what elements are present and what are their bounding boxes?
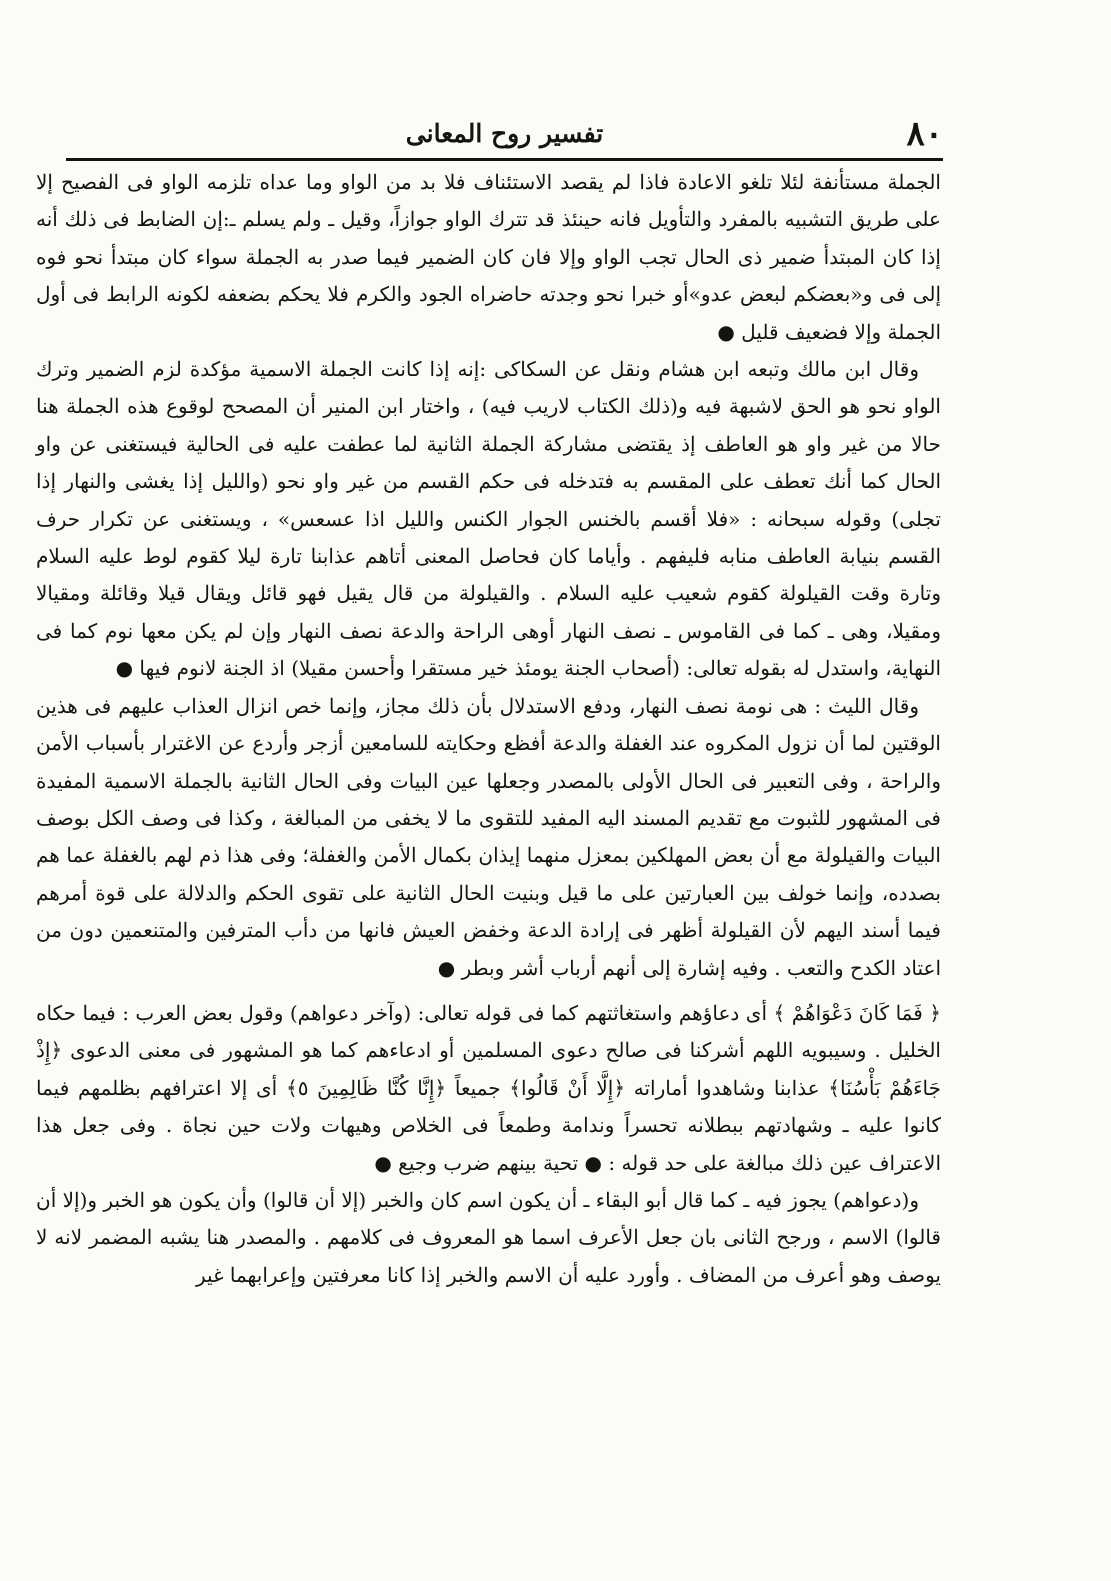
paragraph: وقال الليث : هى نومة نصف النهار، ودفع الاستدلال بأن ذلك مجاز، وإنما خص انزال العذاب عليهم فى هذين الوقتين لما أن نزول المكروه عند الغفلة والدعة أفظع وحكايته للسامعين أزجر وأردع عن الاغترار بأسباب الأمن والراحة ، وفى التعبير فى الحال الأولى بالمصدر وجعلها عين البيات وفى الحال الثانية بالجملة الاسمية المفيدة فى المشهور للثبوت مع تقديم المسند اليه المفيد للتقوى ما لا يخفى من المبالغة ، وكذا فى وصف الكل بوصف البيات والقيلولة مع أن بعض المهلكين بمعزل منهما إيذان بكمال الأمن والغفلة؛ وفى هذا ذم لهم بالغفلة عما هم بصدده، وإنما خولف بين العبارتين على ما قيل وبنيت الحال الثانية على تقوى الحكم والدلالة على قوة أمرهم فيما أسند اليهم لأن القيلولة أظهر فى إرادة الدعة وخفض العيش فانها من دأب المترفين والمتنعمين دون من اعتاد الكدح والتعب . وفيه إشارة إلى أنهم أرباب أشر وبطر ●	[36, 693, 941, 980]
page-header	[66, 112, 943, 160]
paragraph: وقال ابن مالك وتبعه ابن هشام ونقل عن السكاكى :إنه إذا كانت الجملة الاسمية مؤكدة لزم الضمير وترك الواو نحو هو الحق لاشبهة فيه و(ذلك الكتاب لاريب فيه) ، واختار ابن المنير أن المصحح لوقوع هذه الجملة هنا حالا من غير واو هو العاطف إذ يقتضى مشاركة الجملة الثانية لما عطفت عليه فى الحالية فيستغنى عن واو الحال كما أنك تعطف على المقسم به فتدخله فى حكم القسم من غير واو نحو (والليل إذا يغشى والنهار إذا تجلى) وقوله سبحانه : «فلا أقسم بالخنس الجوار الكنس والليل اذا عسعس» ، ويستغنى عن تكرار حرف القسم بنيابة العاطف منابه فليفهم . وأياما كان فحاصل المعنى أتاهم عذابنا تارة ليلا كقوم لوط عليه السلام وتارة وقت القيلولة كقوم شعيب عليه السلام . والقيلولة من قال يقيل فهو قائل ويقال قيلا وقائلة ومقيالا ومقيلا، وهى ـ كما فى القاموس ـ نصف النهار أوهى الراحة والدعة نصف النهار وإن لم يكن معها نوم كما فى النهاية، واستدل له بقوله تعالى: (أصحاب الجنة يومئذ خير مستقرا وأحسن مقيلا) اذ الجنة لانوم فيها ●	[36, 357, 942, 681]
commentary-text	[36, 164, 941, 1294]
running-title: تفسير روح المعانى	[405, 119, 604, 148]
paragraph: الجملة مستأنفة لئلا تلغو الاعادة فاذا لم يقصد الاستئناف فلا بد من الواو وما عداه تلزمه الواو فى الفصيح إلا على طريق التشبيه بالمفرد والتأويل فانه حينئذ قد تترك الواو جوازاً، وقيل ـ ولم يسلم ـ:إن الضابط فى ذلك أنه إذا كان المبتدأ ضمير ذى الحال تجب الواو وإلا فان كان الضمير فيما صدر به الجملة سواء كان مبتدأ نحو فوه إلى فى و«بعضكم لبعض عدو»أو خبرا نحو وجدته حاضراه الجود والكرم فلا يحكم بضعفه لكونه الرابط فى أول الجملة وإلا فضعيف قليل ●	[36, 170, 941, 344]
page-number: ٨٠	[906, 114, 943, 154]
paragraph: و(دعواهم) يجوز فيه ـ كما قال أبو البقاء ـ أن يكون اسم كان والخبر (إلا أن قالوا) وأن يكون هو الخبر و(إلا أن قالوا) الاسم ، ورجح الثانى بان جعل الأعرف اسما هو المعروف فى كلامهم . والمصدر هنا يشبه المضمر لانه لا يوصف وهو أعرف من المضاف . وأورد عليه أن الاسم والخبر إذا كانا معرفتين وإعرابهما غير	[36, 1187, 941, 1287]
paragraph: ﴿ فَمَا كَانَ دَعْوَاهُمْ ﴾ أى دعاؤهم واستغاثتهم كما فى قوله تعالى: (وآخر دعواهم) وقول بعض العرب : فيما حكاه الخليل . وسيبويه اللهم أشركنا فى صالح دعوى المسلمين أو ادعاءهم كما هو المشهور فى معنى الدعوى ﴿إِذْ جَاءَهُمْ بَأْسُنَا﴾ عذابنا وشاهدوا أماراته ﴿إِلَّا أَنْ قَالُوا﴾ جميعاً ﴿إِنَّا كُنَّا ظَالِمِينَ ٥﴾ أى إلا اعترافهم بظلمهم فيما كانوا عليه ـ وشهادتهم ببطلانه تحسراً وندامة وطمعاً فى الخلاص وهيهات ولات حين نجاة . وفى جعل هذا الاعتراف عين ذلك مبالغة على حد قوله : ● تحية بينهم ضرب وجيع ●	[36, 1000, 942, 1175]
header-divider	[66, 158, 943, 161]
